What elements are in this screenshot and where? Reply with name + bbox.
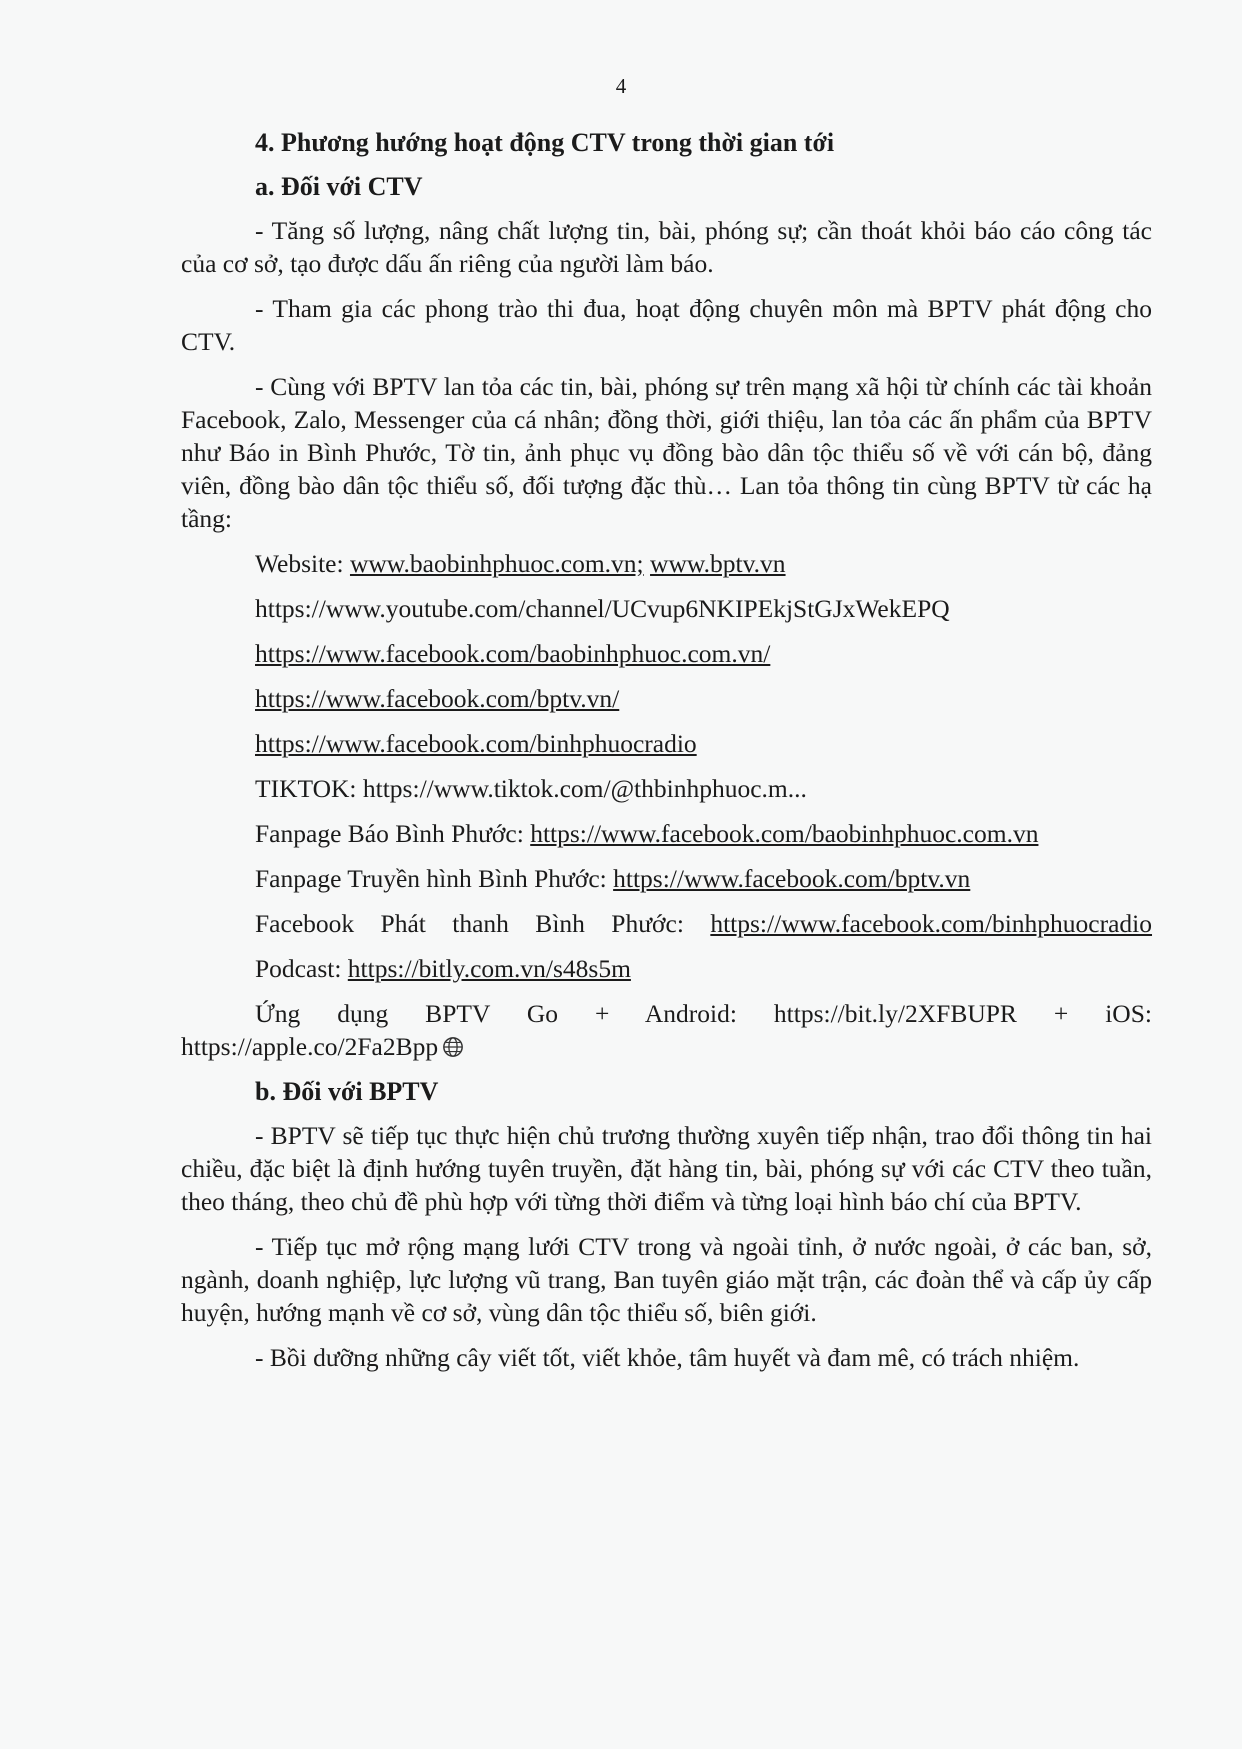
website-line — [255, 547, 1152, 580]
facebook-radio-label: Facebook Phát thanh Bình Phước: — [255, 909, 684, 938]
paragraph: - BPTV sẽ tiếp tục thực hiện chủ trương thường xuyên tiếp nhận, trao đổi thông tin hai chiều, đặc biệt là định hướng tuyên truyền, đặt hàng tin, bài, phóng sự với các CTV theo tuần, theo tháng, theo chủ đề phù hợp với từng thời điểm và từng loại hình báo chí của BPTV. — [181, 1121, 1152, 1216]
paragraph: - Tham gia các phong trào thi đua, hoạt động chuyên môn mà BPTV phát động cho CTV. — [181, 294, 1152, 356]
podcast-line — [255, 952, 1152, 985]
tiktok-line[interactable]: TIKTOK: https://www.tiktok.com/@thbinhphuoc.m... — [255, 774, 807, 803]
app-text[interactable]: Ứng dụng BPTV Go + Android: https://bit.ly/2XFBUPR + iOS: https://apple.co/2Fa2Bpp — [181, 999, 1152, 1061]
facebook-radio-paragraph — [181, 907, 1152, 940]
document-body — [181, 126, 1152, 1386]
section-title: 4. Phương hướng hoạt động CTV trong thời gian tới — [255, 128, 835, 157]
facebook-link-bao[interactable]: https://www.facebook.com/baobinhphuoc.com.vn/ — [255, 639, 771, 668]
youtube-link[interactable]: https://www.youtube.com/channel/UCvup6NKIPEkjStGJxWekEPQ — [255, 594, 950, 623]
facebook-radio-link[interactable]: https://www.facebook.com/binhphuocradio — [710, 909, 1153, 938]
paragraph: - Tăng số lượng, nâng chất lượng tin, bài, phóng sự; cần thoát khỏi báo cáo công tác của cơ sở, tạo được dấu ấn riêng của người làm báo. — [181, 216, 1152, 278]
fanpage-th-label: Fanpage Truyền hình Bình Phước: — [255, 864, 607, 893]
website-link-2[interactable]: www.bptv.vn — [650, 549, 786, 578]
subsection-a-title: a. Đối với CTV — [255, 172, 423, 201]
app-paragraph — [181, 997, 1152, 1063]
fanpage-bao-label: Fanpage Báo Bình Phước: — [255, 819, 524, 848]
podcast-label: Podcast: — [255, 954, 342, 983]
fanpage-bao-line — [255, 817, 1152, 850]
facebook-link-bptv[interactable]: https://www.facebook.com/bptv.vn/ — [255, 684, 620, 713]
website-link-1[interactable]: www.baobinhphuoc.com.vn; — [349, 549, 644, 578]
paragraph: - Cùng với BPTV lan tỏa các tin, bài, phóng sự trên mạng xã hội từ chính các tài khoản Facebook, Zalo, Messenger của cá nhân; đồng thời, giới thiệu, lan tỏa các ấn phẩm của BPTV như Báo in Bình Phước, Tờ tin, ảnh phục vụ đồng bào dân tộc thiểu số về với cán bộ, đảng viên, đồng bào dân tộc thiểu số, đối tượng đặc thù… Lan tỏa thông tin cùng BPTV từ các hạ tầng: — [181, 372, 1152, 533]
globe-icon — [442, 1036, 464, 1058]
website-label: Website: — [255, 549, 344, 578]
paragraph: - Tiếp tục mở rộng mạng lưới CTV trong và ngoài tỉnh, ở nước ngoài, ở các ban, sở, ngành, doanh nghiệp, lực lượng vũ trang, Ban tuyên giáo mặt trận, các đoàn thể và cấp ủy cấp huyện, hướng mạnh về cơ sở, vùng dân tộc thiểu số, biên giới. — [181, 1232, 1152, 1327]
podcast-link[interactable]: https://bitly.com.vn/s48s5m — [347, 954, 631, 983]
paragraph: - Bồi dưỡng những cây viết tốt, viết khỏe, tâm huyết và đam mê, có trách nhiệm. — [255, 1343, 1080, 1372]
fanpage-th-line — [255, 862, 1152, 895]
fanpage-th-link[interactable]: https://www.facebook.com/bptv.vn — [613, 864, 971, 893]
subsection-b-title: b. Đối với BPTV — [255, 1077, 439, 1106]
facebook-link-radio[interactable]: https://www.facebook.com/binhphuocradio — [255, 729, 697, 758]
fanpage-bao-link[interactable]: https://www.facebook.com/baobinhphuoc.com.vn — [530, 819, 1039, 848]
page-number: 4 — [615, 74, 627, 98]
